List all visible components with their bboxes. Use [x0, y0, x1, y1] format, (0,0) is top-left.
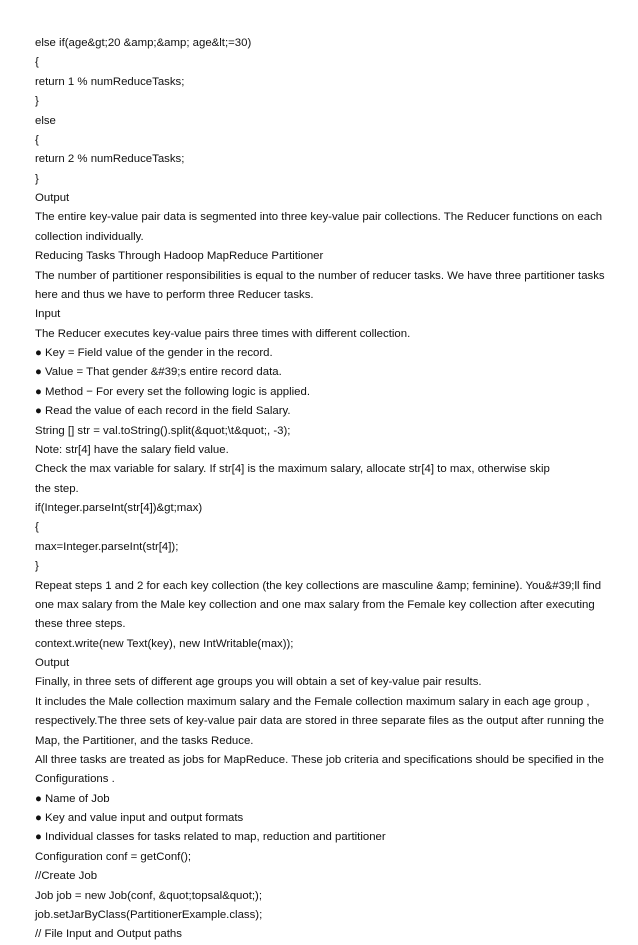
code-line: //Create Job: [35, 870, 98, 883]
text-line: Finally, in three sets of different age groups you will obtain a set of key-value pair results.: [35, 676, 482, 689]
text-line: The entire key-value pair data is segmented into three key-value pair collections. The Reducer functions on each: [35, 211, 603, 224]
text-line: It includes the Male collection maximum salary and the Female collection maximum salary in each age group ,: [35, 695, 590, 708]
text-line: Map, the Partitioner, and the tasks Reduce.: [35, 734, 254, 747]
text-line: All three tasks are treated as jobs for MapReduce. These job criteria and specifications should be specified in the: [35, 753, 605, 766]
code-line: // File Input and Output paths: [35, 928, 182, 941]
text-line: return 2 % numReduceTasks;: [35, 153, 185, 166]
text-line: }: [35, 172, 39, 185]
bullet-item: ● Method − For every set the following logic is applied.: [35, 385, 311, 398]
text-line: The Reducer executes key-value pairs three times with different collection.: [35, 327, 411, 340]
text-line: here and thus we have to perform three Reducer tasks.: [35, 288, 314, 301]
code-line: Job job = new Job(conf, &quot;topsal&quot;);: [35, 889, 263, 902]
text-line: collection individually.: [35, 230, 144, 243]
text-line: }: [35, 95, 39, 108]
bullet-item: ● Key = Field value of the gender in the record.: [35, 347, 273, 359]
text-line: The number of partitioner responsibilities is equal to the number of reducer tasks. We have three partitioner tasks: [35, 269, 605, 282]
section-heading: Output: [35, 657, 70, 669]
section-heading: Input: [35, 308, 61, 321]
code-line: max=Integer.parseInt(str[4]);: [35, 540, 179, 553]
text-line: {: [35, 133, 39, 146]
text-line: Repeat steps 1 and 2 for each key collection (the key collections are masculine &amp; feminine). You&#39;ll find: [35, 579, 602, 592]
text-line: the step.: [35, 482, 79, 495]
text-line: respectively.The three sets of key-value pair data are stored in three separate files as the output after running the: [35, 715, 605, 728]
code-line: String [] str = val.toString().split(&quot;\t&quot;, -3);: [35, 424, 291, 437]
bullet-item: ● Value = That gender &#39;s entire record data.: [35, 366, 282, 379]
bullet-item: ● Name of Job: [35, 792, 110, 805]
text-line: one max salary from the Male key collection and one max salary from the Female key collection after executing: [35, 598, 595, 611]
code-line: job.setJarByClass(PartitionerExample.class);: [35, 908, 263, 921]
text-line: else: [35, 114, 56, 127]
text-line: Configurations .: [35, 773, 115, 786]
bullet-item: ● Key and value input and output formats: [35, 812, 244, 824]
text-line: else if(age&gt;20 &amp;&amp; age&lt;=30): [35, 37, 252, 49]
bullet-item: ● Individual classes for tasks related to map, reduction and partitioner: [35, 831, 386, 844]
code-line: if(Integer.parseInt(str[4])&gt;max): [35, 502, 203, 514]
section-heading: Output: [35, 192, 70, 204]
code-line: context.write(new Text(key), new IntWritable(max));: [35, 637, 294, 650]
bullet-item: ● Read the value of each record in the field Salary.: [35, 405, 291, 418]
text-line: Note: str[4] have the salary field value.: [35, 443, 229, 456]
section-heading: Reducing Tasks Through Hadoop MapReduce Partitioner: [35, 250, 324, 263]
code-line: }: [35, 560, 39, 573]
code-line: {: [35, 521, 39, 534]
text-line: return 1 % numReduceTasks;: [35, 75, 185, 88]
text-line: these three steps.: [35, 618, 126, 631]
text-line: {: [35, 56, 39, 69]
document-text-body: [35, 34, 605, 945]
code-line: Configuration conf = getConf();: [35, 850, 192, 863]
text-line: Check the max variable for salary. If str[4] is the maximum salary, allocate str[4] to max, otherwise skip: [35, 463, 550, 476]
